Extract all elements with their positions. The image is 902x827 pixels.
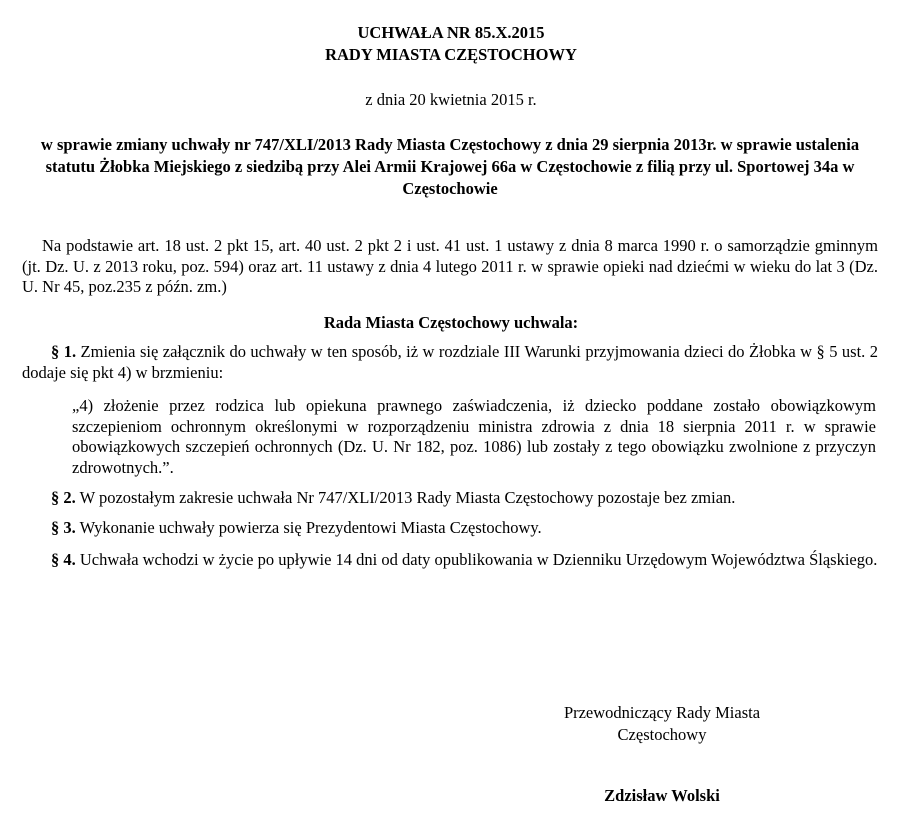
paragraph-1-text: Zmienia się załącznik do uchwały w ten sposób, iż w rozdziale III Warunki przyjmowania dzieci do Żłobka w § 5 ust. 2 dodaje się pkt 4) w brzmieniu: (22, 342, 878, 382)
legal-basis (22, 236, 878, 298)
signatory-title-line1: Przewodniczący Rady Miasta (563, 703, 761, 722)
council-name: RADY MIASTA CZĘSTOCHOWY (325, 45, 577, 64)
signatory-name: Zdzisław Wolski (604, 786, 720, 805)
resolves-heading: Rada Miasta Częstochowy uchwala: (323, 313, 579, 332)
paragraph-1 (22, 342, 878, 383)
paragraph-3-text: Wykonanie uchwały powierza się Prezydentowi Miasta Częstochowy. (79, 518, 542, 537)
paragraph-3-label: § 3. (51, 518, 76, 537)
resolution-subject: w sprawie zmiany uchwały nr 747/XLI/2013 Rady Miasta Częstochowy z dnia 29 sierpnia 2013r. w sprawie ustalenia statutu Żłobka Miejskiego z siedzibą przy Alei Armii Krajowej 66a w Częstochowie z filią przy ul. Sportowej 34a w Częstochowie (40, 135, 860, 198)
paragraph-2-text: W pozostałym zakresie uchwała Nr 747/XLI/2013 Rady Miasta Częstochowy pozostaje bez zmian. (79, 488, 736, 507)
paragraph-2-label: § 2. (51, 488, 76, 507)
signatory-title-line2: Częstochowy (617, 725, 707, 744)
paragraph-3 (22, 518, 878, 539)
paragraph-1-label: § 1. (51, 342, 77, 361)
signatory-title (530, 702, 794, 746)
amendment-quote: „4) złożenie przez rodzica lub opiekuna prawnego zaświadczenia, iż dziecko poddane zostało obowiązkowym szczepieniom ochronnym określonymi w rozporządzeniu ministra zdrowia z dnia 18 sierpnia 2011 r. w sprawie obowiązkowych szczepień ochronnych (Dz. U. Nr 182, poz. 1086) lub zostały z tego obowiązku zwolnione z przyczyn zdrowotnych.”. (72, 396, 876, 477)
resolution-date: z dnia 20 kwietnia 2015 r. (365, 90, 537, 109)
legal-basis-text: Na podstawie art. 18 ust. 2 pkt 15, art. 40 ust. 2 pkt 2 i ust. 41 ust. 1 ustawy z dnia 8 marca 1990 r. o samorządzie gminnym (jt. Dz. U. z 2013 roku, poz. 594) oraz art. 11 ustawy z dnia 4 lutego 2011 r. w sprawie opieki nad dziećmi w wieku do lat 3 (Dz. U. Nr 45, poz.235 z późn. zm.) (22, 236, 878, 296)
paragraph-2 (22, 488, 878, 509)
paragraph-4-label: § 4. (51, 550, 76, 569)
paragraph-4-text: Uchwała wchodzi w życie po upływie 14 dni od daty opublikowania w Dzienniku Urzędowym Województwa Śląskiego. (79, 550, 878, 569)
paragraph-4 (22, 550, 878, 571)
resolution-number: UCHWAŁA NR 85.X.2015 (357, 23, 545, 42)
resolution-title (0, 22, 902, 66)
